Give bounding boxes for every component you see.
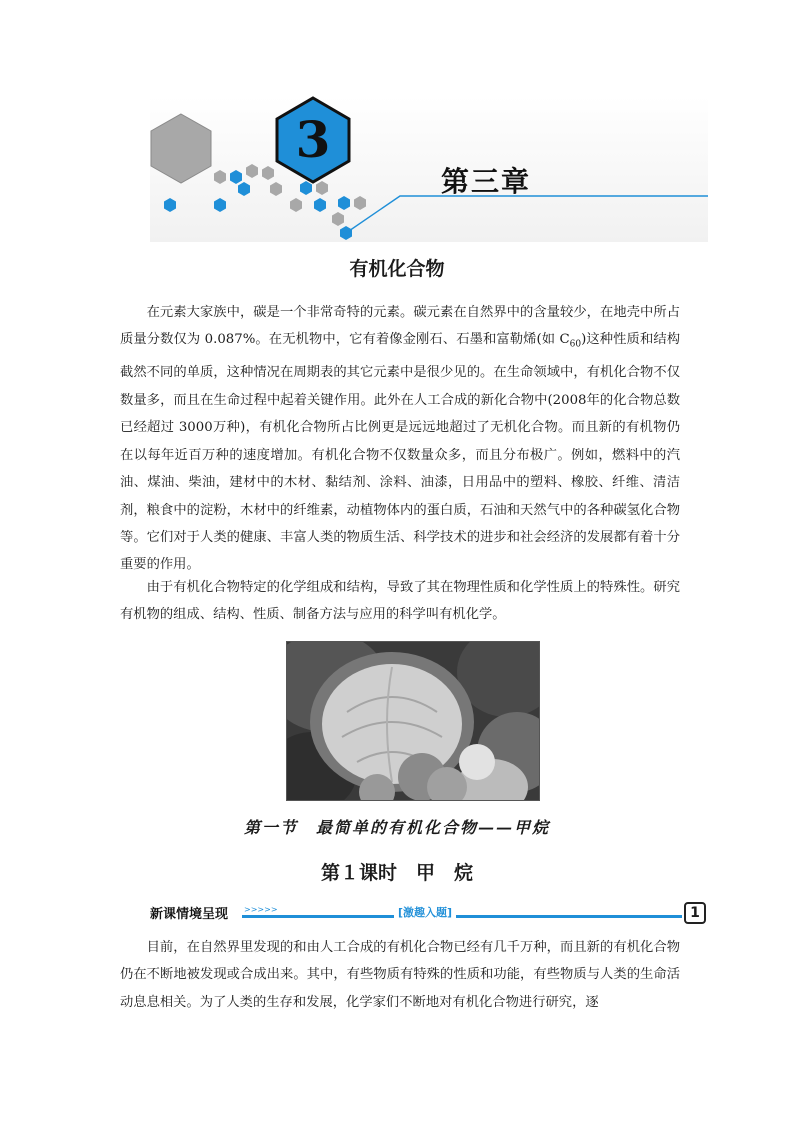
chapter-title: 第三章 [441,165,532,198]
header-connector-line [346,196,708,233]
section-title: 有机化合物 [349,258,445,280]
lesson-paragraph: 目前，在自然界里发现的和由人工合成的有机化合物已经有几千万种，而且新的有机化合物仍在不断地被发现或合成出来。其中，有些物质有特殊的性质和功能，有些物质与人类的生命活动息息相关。为了人类的生存和发展，化学家们不断地对有机化合物进行研究，逐 [120,940,680,1010]
banner-mid-label: [激趣入题] [394,904,456,920]
paragraph-text: 在元素大家族中，碳是一个非常奇特的元素。碳元素在自然界中的含量较少，在地壳中所占质量分数仅为 0.087%。在无机物中，它有着像金刚石、石墨和富勒烯(如 C [120,305,680,348]
banner-number-badge: 1 [684,902,706,924]
intro-paragraph-2: 由于有机化合物特定的化学组成和结构，导致了其在物理性质和化学性质上的特殊性。研究有机物的组成、结构、性质、制备方法与应用的科学叫有机化学。 [120,580,680,623]
banner-arrows: >>>>> [244,905,278,914]
lesson-title: 第一节 最简单的有机化合物——甲烷 [243,818,550,837]
chapter-number: 3 [295,110,331,169]
subscript-60: 60 [569,340,582,351]
vegetables-photo [286,641,540,801]
class-title: 第１课时 甲 烷 [320,862,473,884]
gray-hexagon-icon [151,114,211,183]
chapter-header-graphic [140,90,710,250]
vegetables-photo-graphic [287,642,539,800]
section-banner [150,901,706,925]
intro-paragraph-1 [120,299,680,579]
banner-line [242,915,682,918]
paragraph-text-cont: )这种性质和结构截然不同的单质，这种情况在周期表的其它元素中是很少见的。在生命领域中，有机化合物不仅数量多，而且在生命过程中起着关键作用。此外在人工合成的新化合物中(2008年的化合物总数已经超过 3000万种)，有机化合物所占比例更是远远地超过了无机化合物。而且新的有机物仍在以每年近百万种的速度增加。有机化合物不仅数量众多，而且分布极广。例如，燃料中的汽油、煤油、柴油，建材中的木材、黏结剂、涂料、油漆，日用品中的塑料、橡胶、纤维、清洁剂，粮食中的淀粉，木材中的纤维素，动植物体内的蛋白质，石油和天然气中的各种碳氢化合物等。它们对于人类的健康、丰富人类的物质生活、科学技术的进步和社会经济的发展都有着十分重要的作用。 [120,332,681,573]
banner-left-label: 新课情境呈现 [150,907,229,922]
